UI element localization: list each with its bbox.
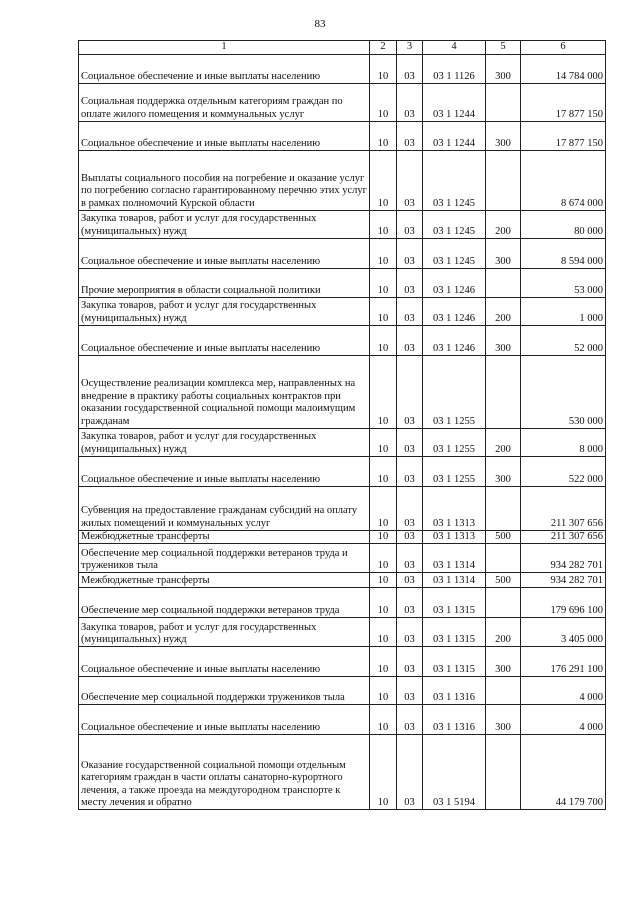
row-subsection-cell: 03 <box>397 573 423 588</box>
row-subsection-cell: 03 <box>397 326 423 356</box>
table-row <box>79 356 606 429</box>
row-section-cell: 10 <box>370 356 397 429</box>
row-name-cell: Межбюджетные трансферты <box>79 531 370 544</box>
row-subsection-cell: 03 <box>397 55 423 84</box>
table-row <box>79 298 606 326</box>
row-section-cell: 10 <box>370 677 397 705</box>
row-target-cell: 03 1 1245 <box>423 239 486 269</box>
row-name-cell: Осуществление реализации комплекса мер, направленных на внедрение в практику работы социальных контрактов при оказании государственной социальной помощи малоимущим гражданам <box>79 356 370 429</box>
row-amount-cell: 17 877 150 <box>521 122 606 151</box>
row-amount-cell: 530 000 <box>521 356 606 429</box>
row-target-cell: 03 1 1244 <box>423 84 486 122</box>
row-section-cell: 10 <box>370 55 397 84</box>
row-subsection-cell: 03 <box>397 618 423 647</box>
row-section-cell: 10 <box>370 487 397 531</box>
row-section-cell: 10 <box>370 429 397 457</box>
row-section-cell: 10 <box>370 573 397 588</box>
row-amount-cell: 4 000 <box>521 677 606 705</box>
table-row <box>79 211 606 239</box>
row-target-cell: 03 1 1316 <box>423 705 486 735</box>
row-subsection-cell: 03 <box>397 211 423 239</box>
row-expense-type-cell <box>486 588 521 618</box>
row-subsection-cell: 03 <box>397 151 423 211</box>
row-amount-cell: 8 000 <box>521 429 606 457</box>
row-name-cell: Социальное обеспечение и иные выплаты населению <box>79 705 370 735</box>
row-amount-cell: 8 594 000 <box>521 239 606 269</box>
row-subsection-cell: 03 <box>397 588 423 618</box>
row-amount-cell: 14 784 000 <box>521 55 606 84</box>
row-section-cell: 10 <box>370 735 397 810</box>
budget-table <box>78 40 606 810</box>
row-target-cell: 03 1 1246 <box>423 269 486 298</box>
row-section-cell: 10 <box>370 457 397 487</box>
row-name-cell: Закупка товаров, работ и услуг для государственных (муниципальных) нужд <box>79 211 370 239</box>
row-amount-cell: 4 000 <box>521 705 606 735</box>
table-row <box>79 122 606 151</box>
row-target-cell: 03 1 1245 <box>423 211 486 239</box>
row-name-cell: Социальное обеспечение и иные выплаты населению <box>79 457 370 487</box>
row-subsection-cell: 03 <box>397 531 423 544</box>
row-target-cell: 03 1 1246 <box>423 326 486 356</box>
row-target-cell: 03 1 1314 <box>423 544 486 573</box>
row-subsection-cell: 03 <box>397 298 423 326</box>
row-target-cell: 03 1 1255 <box>423 356 486 429</box>
row-target-cell: 03 1 1246 <box>423 298 486 326</box>
row-name-cell: Межбюджетные трансферты <box>79 573 370 588</box>
row-target-cell: 03 1 1315 <box>423 647 486 677</box>
row-expense-type-cell: 200 <box>486 298 521 326</box>
row-amount-cell: 80 000 <box>521 211 606 239</box>
table-row <box>79 55 606 84</box>
row-amount-cell: 176 291 100 <box>521 647 606 677</box>
row-subsection-cell: 03 <box>397 356 423 429</box>
row-amount-cell: 934 282 701 <box>521 573 606 588</box>
row-subsection-cell: 03 <box>397 457 423 487</box>
row-name-cell: Социальное обеспечение и иные выплаты населению <box>79 122 370 151</box>
row-expense-type-cell <box>486 487 521 531</box>
row-subsection-cell: 03 <box>397 487 423 531</box>
column-header: 5 <box>486 41 521 55</box>
table-row <box>79 151 606 211</box>
row-amount-cell: 44 179 700 <box>521 735 606 810</box>
row-section-cell: 10 <box>370 151 397 211</box>
row-expense-type-cell: 300 <box>486 705 521 735</box>
table-row <box>79 573 606 588</box>
row-section-cell: 10 <box>370 239 397 269</box>
row-expense-type-cell: 200 <box>486 429 521 457</box>
row-subsection-cell: 03 <box>397 647 423 677</box>
table-row <box>79 84 606 122</box>
table-row <box>79 677 606 705</box>
row-expense-type-cell <box>486 151 521 211</box>
row-subsection-cell: 03 <box>397 239 423 269</box>
row-target-cell: 03 1 1126 <box>423 55 486 84</box>
row-name-cell: Обеспечение мер социальной поддержки ветеранов труда и тружеников тыла <box>79 544 370 573</box>
column-header: 2 <box>370 41 397 55</box>
row-amount-cell: 179 696 100 <box>521 588 606 618</box>
row-expense-type-cell: 200 <box>486 618 521 647</box>
row-amount-cell: 211 307 656 <box>521 531 606 544</box>
row-expense-type-cell: 300 <box>486 122 521 151</box>
row-section-cell: 10 <box>370 84 397 122</box>
row-target-cell: 03 1 5194 <box>423 735 486 810</box>
table-row <box>79 487 606 531</box>
row-expense-type-cell: 200 <box>486 211 521 239</box>
row-subsection-cell: 03 <box>397 544 423 573</box>
row-section-cell: 10 <box>370 588 397 618</box>
table-row <box>79 705 606 735</box>
row-name-cell: Прочие мероприятия в области социальной политики <box>79 269 370 298</box>
row-name-cell: Обеспечение мер социальной поддержки тружеников тыла <box>79 677 370 705</box>
row-section-cell: 10 <box>370 618 397 647</box>
table-row <box>79 457 606 487</box>
row-target-cell: 03 1 1314 <box>423 573 486 588</box>
row-section-cell: 10 <box>370 298 397 326</box>
row-target-cell: 03 1 1315 <box>423 588 486 618</box>
row-subsection-cell: 03 <box>397 735 423 810</box>
row-section-cell: 10 <box>370 326 397 356</box>
row-target-cell: 03 1 1313 <box>423 487 486 531</box>
row-expense-type-cell <box>486 677 521 705</box>
table-row <box>79 239 606 269</box>
row-section-cell: 10 <box>370 211 397 239</box>
row-target-cell: 03 1 1255 <box>423 457 486 487</box>
row-name-cell: Обеспечение мер социальной поддержки ветеранов труда <box>79 588 370 618</box>
row-name-cell: Социальное обеспечение и иные выплаты населению <box>79 55 370 84</box>
table-row <box>79 326 606 356</box>
row-amount-cell: 52 000 <box>521 326 606 356</box>
row-expense-type-cell: 300 <box>486 326 521 356</box>
row-target-cell: 03 1 1245 <box>423 151 486 211</box>
row-target-cell: 03 1 1316 <box>423 677 486 705</box>
row-expense-type-cell <box>486 269 521 298</box>
table-row <box>79 588 606 618</box>
row-expense-type-cell: 300 <box>486 55 521 84</box>
row-name-cell: Социальное обеспечение и иные выплаты населению <box>79 326 370 356</box>
row-subsection-cell: 03 <box>397 269 423 298</box>
row-expense-type-cell <box>486 735 521 810</box>
table-row <box>79 647 606 677</box>
header-row <box>79 41 606 55</box>
row-section-cell: 10 <box>370 647 397 677</box>
row-target-cell: 03 1 1255 <box>423 429 486 457</box>
row-amount-cell: 3 405 000 <box>521 618 606 647</box>
row-expense-type-cell <box>486 356 521 429</box>
row-section-cell: 10 <box>370 269 397 298</box>
row-amount-cell: 17 877 150 <box>521 84 606 122</box>
row-name-cell: Закупка товаров, работ и услуг для государственных (муниципальных) нужд <box>79 429 370 457</box>
row-subsection-cell: 03 <box>397 84 423 122</box>
table-row <box>79 429 606 457</box>
row-amount-cell: 53 000 <box>521 269 606 298</box>
row-section-cell: 10 <box>370 544 397 573</box>
table-row <box>79 544 606 573</box>
row-subsection-cell: 03 <box>397 122 423 151</box>
row-name-cell: Закупка товаров, работ и услуг для государственных (муниципальных) нужд <box>79 618 370 647</box>
page-number: 83 <box>314 18 326 30</box>
row-subsection-cell: 03 <box>397 677 423 705</box>
table-row <box>79 531 606 544</box>
row-expense-type-cell: 500 <box>486 531 521 544</box>
row-target-cell: 03 1 1313 <box>423 531 486 544</box>
row-amount-cell: 211 307 656 <box>521 487 606 531</box>
row-section-cell: 10 <box>370 705 397 735</box>
column-header: 1 <box>79 41 370 55</box>
row-target-cell: 03 1 1244 <box>423 122 486 151</box>
row-section-cell: 10 <box>370 122 397 151</box>
row-subsection-cell: 03 <box>397 429 423 457</box>
row-name-cell: Закупка товаров, работ и услуг для государственных (муниципальных) нужд <box>79 298 370 326</box>
row-subsection-cell: 03 <box>397 705 423 735</box>
row-amount-cell: 1 000 <box>521 298 606 326</box>
row-name-cell: Социальное обеспечение и иные выплаты населению <box>79 239 370 269</box>
table-row <box>79 618 606 647</box>
row-amount-cell: 522 000 <box>521 457 606 487</box>
row-section-cell: 10 <box>370 531 397 544</box>
row-amount-cell: 934 282 701 <box>521 544 606 573</box>
row-expense-type-cell <box>486 544 521 573</box>
row-expense-type-cell: 500 <box>486 573 521 588</box>
table-row <box>79 269 606 298</box>
row-name-cell: Оказание государственной социальной помощи отдельным категориям граждан в части оплаты санаторно-курортного лечения, а также проезда на междугородном транспорте к месту лечения и обратно <box>79 735 370 810</box>
row-amount-cell: 8 674 000 <box>521 151 606 211</box>
row-name-cell: Субвенция на предоставление гражданам субсидий на оплату жилых помещений и коммунальных услуг <box>79 487 370 531</box>
column-header: 6 <box>521 41 606 55</box>
row-target-cell: 03 1 1315 <box>423 618 486 647</box>
row-expense-type-cell <box>486 84 521 122</box>
row-expense-type-cell: 300 <box>486 239 521 269</box>
column-header: 3 <box>397 41 423 55</box>
column-header: 4 <box>423 41 486 55</box>
row-expense-type-cell: 300 <box>486 647 521 677</box>
row-name-cell: Выплаты социального пособия на погребение и оказание услуг по погребению согласно гарантированному перечню этих услуг в рамках полномочий Курской области <box>79 151 370 211</box>
row-name-cell: Социальная поддержка отдельным категориям граждан по оплате жилого помещения и коммунальных услуг <box>79 84 370 122</box>
table-row <box>79 735 606 810</box>
row-name-cell: Социальное обеспечение и иные выплаты населению <box>79 647 370 677</box>
row-expense-type-cell: 300 <box>486 457 521 487</box>
